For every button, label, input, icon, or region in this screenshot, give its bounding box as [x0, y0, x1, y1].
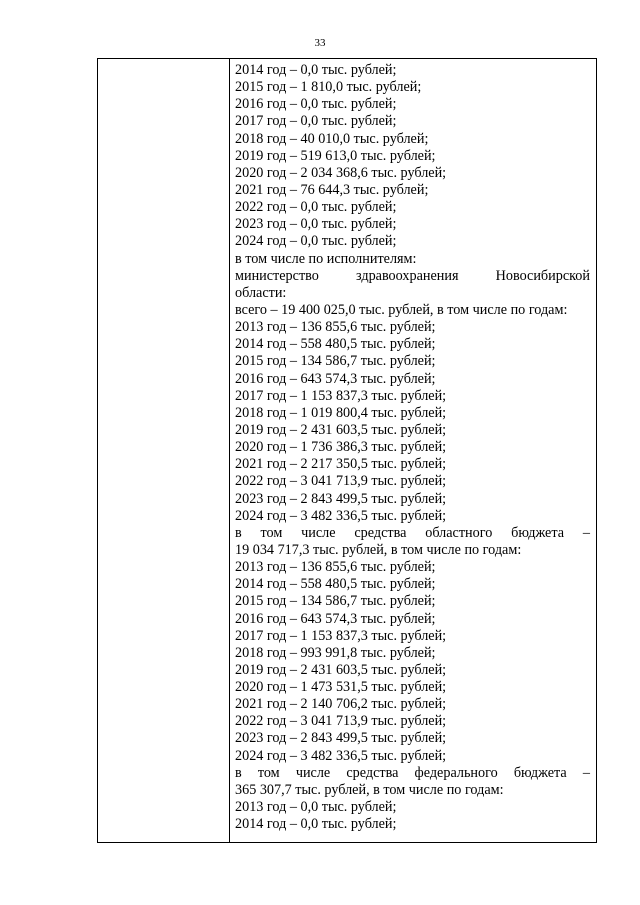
text-line: 2019 год – 2 431 603,5 тыс. рублей; [235, 661, 447, 678]
text-line: 2014 год – 0,0 тыс. рублей; [235, 62, 397, 78]
text-line: 2020 год – 1 736 386,3 тыс. рублей; [235, 439, 447, 456]
text-line: 2016 год – 643 574,3 тыс. рублей; [235, 370, 436, 387]
text-line: 2016 год – 643 574,3 тыс. рублей; [235, 610, 436, 627]
justified-word: – [582, 764, 590, 781]
justified-word: средства [346, 764, 399, 781]
text-line: 2019 год – 519 613,0 тыс. рублей; [235, 147, 436, 164]
justified-word: министерство [235, 267, 319, 284]
text-line: 2024 год – 3 482 336,5 тыс. рублей; [235, 507, 447, 524]
text-line: 2013 год – 136 855,6 тыс. рублей; [235, 319, 436, 336]
justified-word: Новосибирской [495, 267, 590, 284]
justified-word: бюджета [511, 524, 565, 541]
justified-word: областного [425, 524, 493, 541]
text-line: 2015 год – 134 586,7 тыс. рублей; [235, 353, 436, 370]
text-line: 2018 год – 1 019 800,4 тыс. рублей; [235, 404, 447, 421]
justified-word: в [235, 764, 242, 781]
text-line: 2024 год – 3 482 336,5 тыс. рублей; [235, 747, 447, 764]
text-line: 2015 год – 134 586,7 тыс. рублей; [235, 593, 436, 610]
text-line: 2017 год – 1 153 837,3 тыс. рублей; [235, 387, 447, 404]
text-line: 365 307,7 тыс. рублей, в том числе по годам: [235, 781, 504, 798]
justified-word: средства [354, 524, 407, 541]
financing-text-column [235, 62, 590, 833]
text-line: 2017 год – 0,0 тыс. рублей; [235, 113, 397, 130]
justified-word: в [235, 524, 242, 541]
justified-word: числе [295, 764, 331, 781]
text-line: 19 034 717,3 тыс. рублей, в том числе по годам: [235, 541, 522, 558]
text-line: 2023 год – 2 843 499,5 тыс. рублей; [235, 730, 447, 747]
text-line: 2023 год – 2 843 499,5 тыс. рублей; [235, 490, 447, 507]
text-line: 2020 год – 1 473 531,5 тыс. рублей; [235, 679, 447, 696]
text-line: всего – 19 400 025,0 тыс. рублей, в том числе по годам: [235, 301, 568, 318]
text-line: 2021 год – 2 140 706,2 тыс. рублей; [235, 696, 447, 713]
text-line: 2021 год – 76 644,3 тыс. рублей; [235, 181, 429, 198]
text-line-justified [235, 268, 590, 285]
text-line: 2018 год – 993 991,8 тыс. рублей; [235, 644, 436, 661]
table-left-column [98, 59, 230, 842]
text-line: 2022 год – 3 041 713,9 тыс. рублей; [235, 473, 447, 490]
text-line: 2016 год – 0,0 тыс. рублей; [235, 96, 397, 113]
justified-word: том [260, 524, 283, 541]
text-line-justified [235, 765, 590, 782]
program-financing-table [97, 58, 597, 843]
text-line: 2018 год – 40 010,0 тыс. рублей; [235, 130, 429, 147]
text-line: 2024 год – 0,0 тыс. рублей; [235, 233, 397, 250]
justified-word: бюджета [513, 764, 567, 781]
justified-word: федерального [414, 764, 498, 781]
page-number: 33 [314, 37, 326, 49]
text-line: 2020 год – 2 034 368,6 тыс. рублей; [235, 164, 447, 181]
justified-word: здравоохранения [356, 267, 459, 284]
text-line: 2023 год – 0,0 тыс. рублей; [235, 216, 397, 233]
justified-word: – [582, 524, 590, 541]
text-line: области: [235, 284, 287, 301]
text-line: 2022 год – 3 041 713,9 тыс. рублей; [235, 713, 447, 730]
text-line: 2015 год – 1 810,0 тыс. рублей; [235, 79, 422, 96]
text-line: 2019 год – 2 431 603,5 тыс. рублей; [235, 421, 447, 438]
text-line: 2014 год – 558 480,5 тыс. рублей; [235, 576, 436, 593]
justified-word: числе [301, 524, 336, 541]
text-line: 2017 год – 1 153 837,3 тыс. рублей; [235, 627, 447, 644]
text-line: 2022 год – 0,0 тыс. рублей; [235, 199, 397, 216]
text-line: 2021 год – 2 217 350,5 тыс. рублей; [235, 456, 447, 473]
text-line: в том числе по исполнителям: [235, 250, 417, 267]
text-line: 2013 год – 136 855,6 тыс. рублей; [235, 559, 436, 576]
text-line-justified [235, 525, 590, 542]
text-line: 2014 год – 558 480,5 тыс. рублей; [235, 336, 436, 353]
text-line: 2013 год – 0,0 тыс. рублей; [235, 799, 397, 816]
text-line: 2014 год – 0,0 тыс. рублей; [235, 816, 397, 833]
justified-word: том [257, 764, 280, 781]
